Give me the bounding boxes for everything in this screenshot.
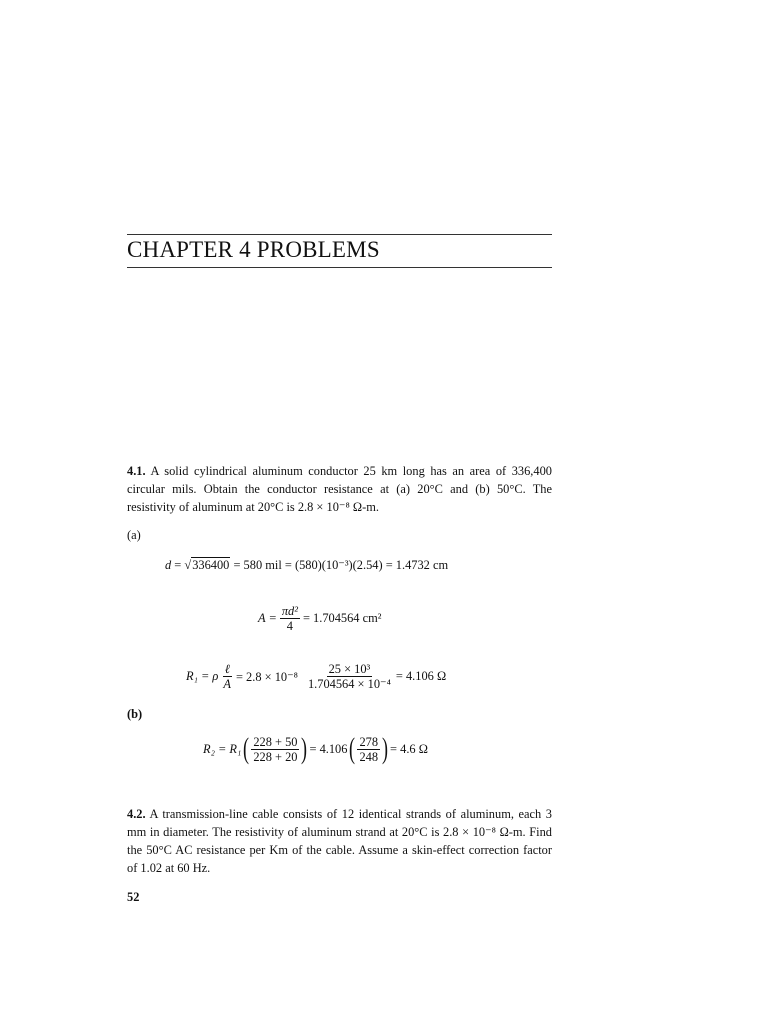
eq-lhs: d: [165, 557, 172, 572]
eq-fraction-ratio: [357, 735, 380, 764]
eq-lhs: R₁ = ρ: [186, 669, 219, 683]
eq-rest: = 1.704564 cm²: [302, 611, 382, 625]
eq-mid: = 4.106: [309, 741, 348, 756]
chapter-bottom-rule: [127, 267, 552, 268]
frac-denominator: A: [223, 677, 231, 691]
eq-radicand: 336400: [192, 558, 230, 572]
eq-fraction: [280, 604, 300, 633]
page-number: 52: [127, 890, 140, 904]
frac-numerator: ℓ: [224, 662, 230, 676]
open-paren: (: [349, 732, 356, 765]
problem-text: A transmission-line cable consists of 12 identical strands of aluminum, each 3 mm in diameter. The resistivity of aluminum strand at 20°C is 2.8 × 10⁻⁸ Ω-m. Find the 50°C AC resistance per Km of the cable. Assume a skin-effect correction factor of 1.02 at 60 Hz.: [127, 807, 552, 875]
problem-number: 4.2.: [127, 807, 146, 821]
equation-area: [258, 604, 381, 633]
problem-4-1-statement: [127, 462, 552, 516]
open-paren: (: [243, 732, 250, 765]
equation-resistance-20c: [186, 662, 446, 691]
chapter-title: CHAPTER 4 PROBLEMS: [127, 237, 380, 262]
eq-fraction-temperature: [251, 735, 299, 764]
problem-number: 4.1.: [127, 464, 146, 478]
eq-lhs: R₂ = R₁: [203, 741, 242, 756]
close-paren: ): [301, 732, 308, 765]
equation-resistance-50c: [203, 734, 428, 764]
eq-rest: = 580 mil = (580)(10⁻³)(2.54) = 1.4732 cm: [233, 558, 449, 572]
frac-denominator: 4: [286, 619, 293, 633]
frac-numerator: 228 + 50: [253, 734, 298, 749]
frac-numerator: πd²: [281, 604, 298, 618]
part-a-label: (a): [127, 528, 141, 542]
problem-text: A solid cylindrical aluminum conductor 25 km long has an area of 336,400 circular mils. Obtain the conductor resistance at (a) 20°C and (b) 50°C. The resistivity of aluminum at 20°C is 2.8 × 10⁻⁸ Ω-m.: [127, 464, 552, 514]
frac-denominator: 1.704564 × 10⁻⁴: [307, 677, 391, 691]
frac-denominator: 248: [359, 749, 379, 764]
eq-fraction-length-area: [221, 662, 233, 691]
eq-fraction-values: [306, 662, 393, 691]
frac-numerator: 25 × 10³: [328, 662, 371, 676]
eq-lhs: A =: [258, 611, 277, 625]
frac-numerator: 278: [359, 734, 379, 749]
close-paren: ): [382, 732, 389, 765]
equation-diameter: d = √ 336400 = 580 mil = (580)(10⁻³)(2.54) = 1.4732 cm: [165, 557, 449, 572]
eq-rest: = 4.6 Ω: [390, 741, 428, 756]
problem-4-2-statement: [127, 805, 552, 877]
chapter-top-rule: [127, 234, 552, 235]
eq-mid: = 2.8 × 10⁻⁸: [235, 669, 298, 684]
frac-denominator: 228 + 20: [253, 749, 298, 764]
eq-rest: = 4.106 Ω: [395, 669, 447, 683]
part-b-label: (b): [127, 707, 143, 721]
